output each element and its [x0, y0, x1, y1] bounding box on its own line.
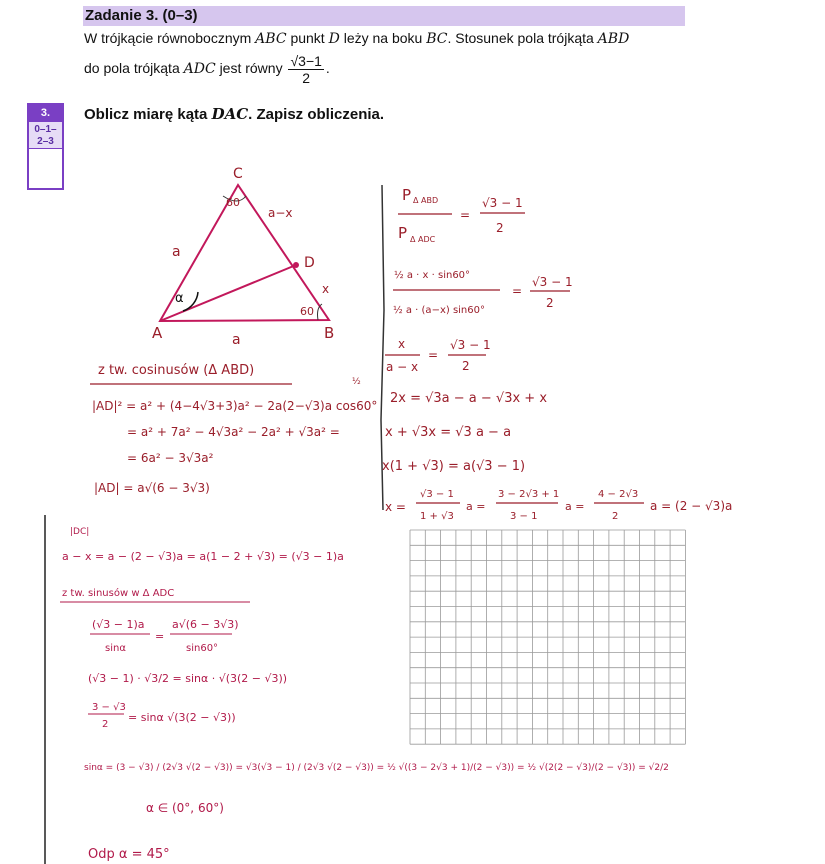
side-db-label: x	[322, 282, 330, 296]
svg-text:Δ ADC: Δ ADC	[410, 235, 436, 244]
question-text: Oblicz miarę kąta DAC. Zapisz obliczenia.	[84, 105, 385, 123]
answer-grid	[410, 530, 685, 744]
side-ac-label: a	[172, 244, 181, 260]
task-statement-line-2: do pola trójkąta ADC jest równy $\frac{√3-1}{2}$ .	[84, 53, 330, 86]
svg-text:z tw. cosinusów (Δ ABD): z tw. cosinusów (Δ ABD)	[98, 363, 255, 378]
svg-text:3 − √3: 3 − √3	[92, 702, 126, 713]
ratio-derivation	[382, 186, 732, 522]
svg-text:P: P	[402, 186, 412, 204]
svg-text:z tw. sinusów w Δ ADC: z tw. sinusów w Δ ADC	[62, 588, 175, 599]
svg-text:(√3 − 1) · √3/2 = sinα · √(3(2: (√3 − 1) · √3/2 = sinα · √(3(2 − √3))	[88, 672, 288, 685]
svg-text:a =: a =	[565, 500, 585, 513]
svg-text:sinα: sinα	[105, 643, 126, 654]
score-points: 0–1– 2–3	[29, 122, 62, 149]
point-d-label: D	[304, 255, 315, 271]
svg-text:½: ½	[352, 377, 361, 387]
svg-text:2x = √3a − a − √3x + x: 2x = √3a − a − √3x + x	[390, 391, 548, 406]
alpha-label: α	[175, 291, 184, 306]
vertex-a-label: A	[152, 324, 163, 342]
vertex-c-label: C	[233, 166, 243, 182]
side-cd-label: a−x	[268, 206, 293, 220]
svg-text:=: =	[512, 284, 523, 298]
svg-text:a − x = a − (2 − √3)a = a(1 −: a − x = a − (2 − √3)a = a(1 − 2 + √3) = (√3 − 1)a	[62, 550, 344, 563]
svg-text:P: P	[398, 224, 408, 242]
svg-text:√3 − 1: √3 − 1	[450, 338, 491, 352]
dc-derivation	[62, 527, 344, 563]
svg-text:=: =	[428, 348, 439, 362]
svg-text:3 − 1: 3 − 1	[510, 511, 538, 522]
score-number: 3.	[29, 105, 62, 122]
svg-text:½ a · x · sin60°: ½ a · x · sin60°	[394, 270, 471, 281]
svg-text:4 − 2√3: 4 − 2√3	[598, 489, 639, 500]
svg-text:√3 − 1: √3 − 1	[420, 489, 454, 500]
ratio-fraction: $\frac{√3-1}{2}$	[290, 53, 322, 86]
triangle-drawing	[152, 166, 334, 348]
svg-text:3 − 2√3 + 1: 3 − 2√3 + 1	[498, 489, 560, 500]
svg-text:sin60°: sin60°	[186, 643, 219, 654]
svg-text:sinα = (3 − √3) / (2√3 √(2 − √: sinα = (3 − √3) / (2√3 √(2 − √3)) = √3(√3 − 1) / (2√3 √(2 − √3)) = ½ √((3 − 2√3 + 1)/(2 − √3)) = ½ √(2(2 − √3)/(2 − √3)) = √2/2	[84, 763, 669, 773]
svg-text:x(1 + √3) = a(√3 − 1): x(1 + √3) = a(√3 − 1)	[382, 459, 526, 474]
svg-text:2: 2	[102, 719, 109, 730]
svg-text:a√(6 − 3√3): a√(6 − 3√3)	[172, 618, 239, 631]
side-ab-label: a	[232, 332, 241, 348]
svg-text:=: =	[460, 208, 471, 222]
svg-text:Δ ABD: Δ ABD	[413, 196, 439, 205]
vertex-b-label: B	[324, 324, 335, 342]
svg-text:|AD|² = a² + (4−4√3+3)a² − 2a(: |AD|² = a² + (4−4√3+3)a² − 2a(2−√3)a cos60°	[92, 399, 378, 413]
svg-text:2: 2	[462, 359, 470, 373]
svg-text:=: =	[155, 630, 165, 643]
svg-text:x =: x =	[385, 500, 406, 514]
svg-text:x + √3x = √3 a − a: x + √3x = √3 a − a	[385, 425, 512, 440]
svg-text:a = (2 − √3)a: a = (2 − √3)a	[650, 499, 733, 513]
svg-text:2: 2	[546, 296, 554, 310]
svg-text:α ∈ (0°, 60°): α ∈ (0°, 60°)	[146, 801, 224, 815]
svg-text:= a² + 7a² − 4√3a² − 2a² + √3a: = a² + 7a² − 4√3a² − 2a² + √3a² =	[127, 425, 340, 439]
svg-text:x: x	[398, 337, 406, 351]
sine-derivation	[60, 587, 669, 862]
svg-text:½ a · (a−x) sin60°: ½ a · (a−x) sin60°	[393, 305, 485, 316]
svg-text:= sinα √(3(2 − √3)): = sinα √(3(2 − √3))	[128, 711, 236, 724]
svg-text:√3 − 1: √3 − 1	[482, 196, 523, 210]
svg-text:1 + √3: 1 + √3	[420, 511, 454, 522]
svg-text:2: 2	[496, 221, 504, 235]
svg-text:√3 − 1: √3 − 1	[532, 275, 573, 289]
angle-b-label: 60	[300, 305, 314, 318]
svg-text:Odp α = 45°: Odp α = 45°	[88, 847, 170, 862]
cosine-derivation	[90, 363, 377, 495]
svg-text:|AD| = a√(6 − 3√3): |AD| = a√(6 − 3√3)	[94, 481, 210, 495]
svg-text:a − x: a − x	[386, 360, 419, 374]
task-header: Zadanie 3. (0–3)	[83, 6, 685, 26]
angle-c-label: 60	[226, 196, 240, 209]
svg-text:a =: a =	[466, 500, 486, 513]
svg-text:= 6a² − 3√3a²: = 6a² − 3√3a²	[127, 451, 214, 465]
svg-text:(√3 − 1)a: (√3 − 1)a	[92, 618, 145, 631]
svg-text:|DC|: |DC|	[70, 527, 90, 537]
svg-text:2: 2	[612, 511, 619, 522]
task-statement-line-1: W trójkącie równobocznym ABC punkt D leży na boku BC. Stosunek pola trójkąta ABD	[84, 30, 630, 47]
